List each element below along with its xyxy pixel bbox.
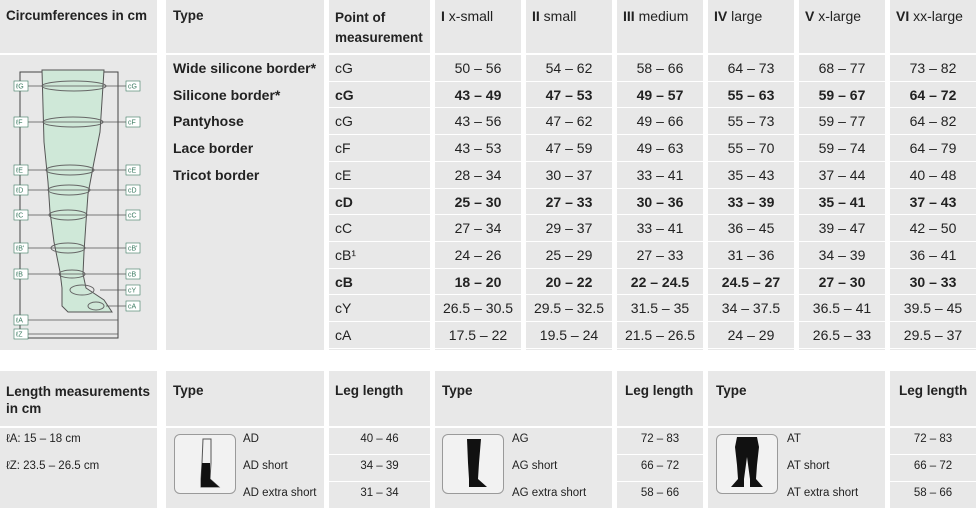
- table-cell: 54 – 62: [545, 60, 593, 76]
- type-label: Lace border: [173, 140, 254, 157]
- table-cell: 20 – 22: [545, 273, 593, 290]
- size-name: x-large: [818, 8, 862, 24]
- table-cell: 26.5 – 30.5: [442, 300, 514, 317]
- diagram-tag-right-text: cB: [128, 271, 137, 279]
- leg-length-value: 34 – 39: [360, 460, 399, 472]
- diagram-tag-right-text: cD: [128, 187, 137, 195]
- size-roman: III: [623, 8, 639, 24]
- table-cell: 64 – 73: [727, 60, 775, 76]
- table-cell: 59 – 74: [818, 140, 866, 157]
- table-cell: 31 – 36: [727, 246, 775, 263]
- bottom-row-divider: [617, 481, 703, 482]
- table-cell: 25 – 29: [545, 246, 593, 263]
- diagram-tag-right-text: cB': [128, 245, 138, 253]
- table-cell: 25 – 30: [454, 193, 502, 210]
- table-cell: 49 – 66: [636, 113, 684, 130]
- row-point: cE: [335, 166, 352, 183]
- row-point: cC: [335, 220, 353, 237]
- row-point: cY: [335, 300, 352, 317]
- header-leg-b1: Leg length: [335, 383, 404, 398]
- bottom-row-divider: [617, 454, 703, 455]
- row-divider: [329, 294, 976, 295]
- row-point: cB¹: [335, 246, 356, 263]
- row-divider: [329, 241, 976, 242]
- size-header-3: [623, 8, 688, 24]
- type-label: Tricot border: [173, 166, 260, 183]
- size-roman: I: [441, 8, 449, 24]
- header-type-b2: Type: [442, 383, 473, 398]
- product-type-label: AT: [787, 433, 801, 445]
- row-point: cD: [335, 193, 353, 210]
- table-cell: 55 – 70: [727, 140, 775, 157]
- row-divider: [329, 188, 976, 189]
- measurement-la: ℓA: 15 – 18 cm: [6, 433, 81, 445]
- product-type-label: AD: [243, 433, 259, 445]
- row-point: cG: [335, 86, 354, 103]
- table-cell: 47 – 62: [545, 113, 593, 130]
- table-cell: 64 – 79: [909, 140, 957, 157]
- diagram-tag-right-text: cG: [128, 83, 137, 91]
- bottom-header-divider: [0, 426, 976, 428]
- table-cell: 24 – 26: [454, 246, 502, 263]
- table-cell: 37 – 43: [909, 193, 957, 210]
- table-cell: 68 – 77: [818, 60, 866, 76]
- table-cell: 59 – 67: [818, 86, 866, 103]
- row-divider: [329, 321, 976, 322]
- at-pantyhose-icon: [716, 434, 778, 494]
- leg-length-value: 31 – 34: [360, 487, 399, 499]
- table-cell: 49 – 57: [636, 86, 684, 103]
- size-name: x-small: [448, 8, 494, 24]
- row-divider: [329, 214, 976, 215]
- table-cell: 18 – 20: [454, 273, 502, 290]
- table-cell: 27 – 33: [545, 193, 593, 210]
- size-roman: V: [805, 8, 819, 24]
- product-type-label: AT extra short: [787, 487, 859, 499]
- row-divider: [329, 348, 976, 349]
- row-divider: [329, 107, 976, 108]
- table-cell: 55 – 63: [727, 86, 775, 103]
- table-cell: 34 – 39: [818, 246, 866, 263]
- table-cell: 42 – 50: [909, 220, 957, 237]
- table-cell: 40 – 48: [909, 166, 957, 183]
- row-point: cA: [335, 327, 352, 343]
- table-cell: 43 – 56: [454, 113, 502, 130]
- bottom-row-divider: [329, 454, 430, 455]
- product-type-label: AG short: [512, 460, 558, 472]
- table-cell: 29 – 37: [545, 220, 593, 237]
- table-cell: 36 – 45: [727, 220, 775, 237]
- type-label: Pantyhose: [173, 113, 244, 130]
- table-cell: 50 – 56: [454, 60, 502, 76]
- table-cell: 21.5 – 26.5: [624, 327, 696, 343]
- product-type-label: AG: [512, 433, 529, 445]
- product-type-label: AG extra short: [512, 487, 587, 499]
- bottom-row-divider: [329, 481, 430, 482]
- table-cell: 59 – 77: [818, 113, 866, 130]
- leg-length-value: 58 – 66: [913, 487, 953, 499]
- table-cell: 64 – 82: [909, 113, 957, 130]
- size-roman: II: [532, 8, 544, 24]
- table-cell: 30 – 33: [909, 273, 957, 290]
- leg-length-value: 66 – 72: [640, 460, 680, 472]
- table-cell: 34 – 37.5: [721, 300, 781, 317]
- leg-length-value: 58 – 66: [640, 487, 680, 499]
- diagram-tag-left-text: ℓB: [16, 271, 23, 279]
- diagram-tag-right-text: cY: [128, 287, 137, 295]
- type-label: Silicone border*: [173, 86, 281, 103]
- table-cell: 30 – 36: [636, 193, 684, 210]
- table-cell: 28 – 34: [454, 166, 502, 183]
- diagram-tag-left-text: ℓG: [16, 83, 24, 91]
- size-header-2: [532, 8, 576, 24]
- table-cell: 24.5 – 27: [721, 273, 781, 290]
- size-roman: IV: [714, 8, 732, 24]
- ag-stocking-icon: [442, 434, 504, 494]
- diagram-tag-left-text: ℓE: [16, 167, 23, 175]
- size-header-1: [441, 8, 493, 24]
- table-cell: 43 – 49: [454, 86, 502, 103]
- table-cell: 27 – 34: [454, 220, 502, 237]
- row-divider: [329, 161, 976, 162]
- diagram-tag-right-text: cF: [128, 119, 136, 127]
- diagram-tag-left-text: ℓB': [16, 245, 25, 253]
- header-circumferences: Circumferences in cm: [6, 8, 148, 23]
- bottom-row-divider: [890, 454, 976, 455]
- leg-diagram: [10, 62, 150, 344]
- diagram-tag-right-text: cE: [128, 167, 137, 175]
- size-roman: VI: [896, 8, 914, 24]
- table-cell: 33 – 41: [636, 166, 684, 183]
- row-point: cB: [335, 273, 353, 290]
- table-cell: 73 – 82: [909, 60, 957, 76]
- product-type-label: AT short: [787, 460, 830, 472]
- row-point: cF: [335, 140, 351, 157]
- diagram-tag-left-text: ℓZ: [16, 331, 23, 339]
- leg-length-value: 72 – 83: [640, 433, 680, 445]
- diagram-tag-left-text: ℓD: [16, 187, 24, 195]
- table-cell: 49 – 63: [636, 140, 684, 157]
- table-cell: 39.5 – 45: [903, 300, 963, 317]
- header-point: Point of measurement: [335, 10, 423, 45]
- row-point: cG: [335, 113, 353, 130]
- table-cell: 24 – 29: [727, 327, 775, 343]
- size-name: small: [543, 8, 577, 24]
- diagram-tag-left-text: ℓA: [16, 317, 23, 325]
- table-cell: 39 – 47: [818, 220, 866, 237]
- table-cell: 43 – 53: [454, 140, 502, 157]
- size-header-4: [714, 8, 762, 24]
- bottom-row-divider: [890, 481, 976, 482]
- table-cell: 47 – 59: [545, 140, 593, 157]
- row-divider: [329, 81, 976, 82]
- table-cell: 29.5 – 32.5: [533, 300, 605, 317]
- table-cell: 35 – 41: [818, 193, 866, 210]
- table-cell: 31.5 – 35: [630, 300, 690, 317]
- header-leg-b3: Leg length: [899, 383, 968, 398]
- header-length: Length measurements in cm: [6, 384, 151, 416]
- top-header-divider: [0, 53, 976, 55]
- row-divider: [329, 134, 976, 135]
- table-cell: 19.5 – 24: [539, 327, 599, 343]
- diagram-tag-left-text: ℓC: [16, 212, 24, 220]
- leg-length-value: 72 – 83: [913, 433, 953, 445]
- table-cell: 64 – 72: [909, 86, 957, 103]
- diagram-tag-left-text: ℓF: [16, 119, 23, 127]
- table-cell: 30 – 37: [545, 166, 593, 183]
- table-cell: 47 – 53: [545, 86, 593, 103]
- table-cell: 36 – 41: [909, 246, 957, 263]
- size-header-5: [805, 8, 861, 24]
- header-type-b1: Type: [173, 383, 204, 398]
- table-cell: 33 – 39: [727, 193, 775, 210]
- size-name: large: [731, 8, 763, 24]
- size-name: xx-large: [913, 8, 963, 24]
- table-cell: 36.5 – 41: [812, 300, 872, 317]
- diagram-tag-right-text: cC: [128, 212, 137, 220]
- size-name: medium: [638, 8, 689, 24]
- table-cell: 37 – 44: [818, 166, 866, 183]
- table-cell: 17.5 – 22: [448, 327, 508, 343]
- table-cell: 55 – 73: [727, 113, 775, 130]
- table-cell: 26.5 – 33: [812, 327, 872, 343]
- header-type-b3: Type: [716, 383, 747, 398]
- table-cell: 35 – 43: [727, 166, 775, 183]
- row-divider: [329, 268, 976, 269]
- leg-shape: [42, 70, 112, 312]
- type-label: Wide silicone border*: [173, 60, 317, 76]
- size-header-6: [896, 8, 963, 24]
- table-cell: 22 – 24.5: [630, 273, 690, 290]
- table-cell: 58 – 66: [636, 60, 684, 76]
- product-type-label: AD short: [243, 460, 288, 472]
- leg-length-value: 40 – 46: [360, 433, 399, 445]
- diagram-tag-right-text: cA: [128, 303, 137, 311]
- header-leg-b2: Leg length: [625, 383, 694, 398]
- table-cell: 27 – 30: [818, 273, 866, 290]
- leg-length-value: 66 – 72: [913, 460, 953, 472]
- row-point: cG: [335, 60, 353, 76]
- header-type: Type: [173, 8, 204, 23]
- table-cell: 33 – 41: [636, 220, 684, 237]
- table-cell: 29.5 – 37: [903, 327, 963, 343]
- measurement-lz: ℓZ: 23.5 – 26.5 cm: [6, 460, 100, 472]
- product-type-label: AD extra short: [243, 487, 317, 499]
- ad-stocking-icon: [174, 434, 236, 494]
- table-cell: 27 – 33: [636, 246, 684, 263]
